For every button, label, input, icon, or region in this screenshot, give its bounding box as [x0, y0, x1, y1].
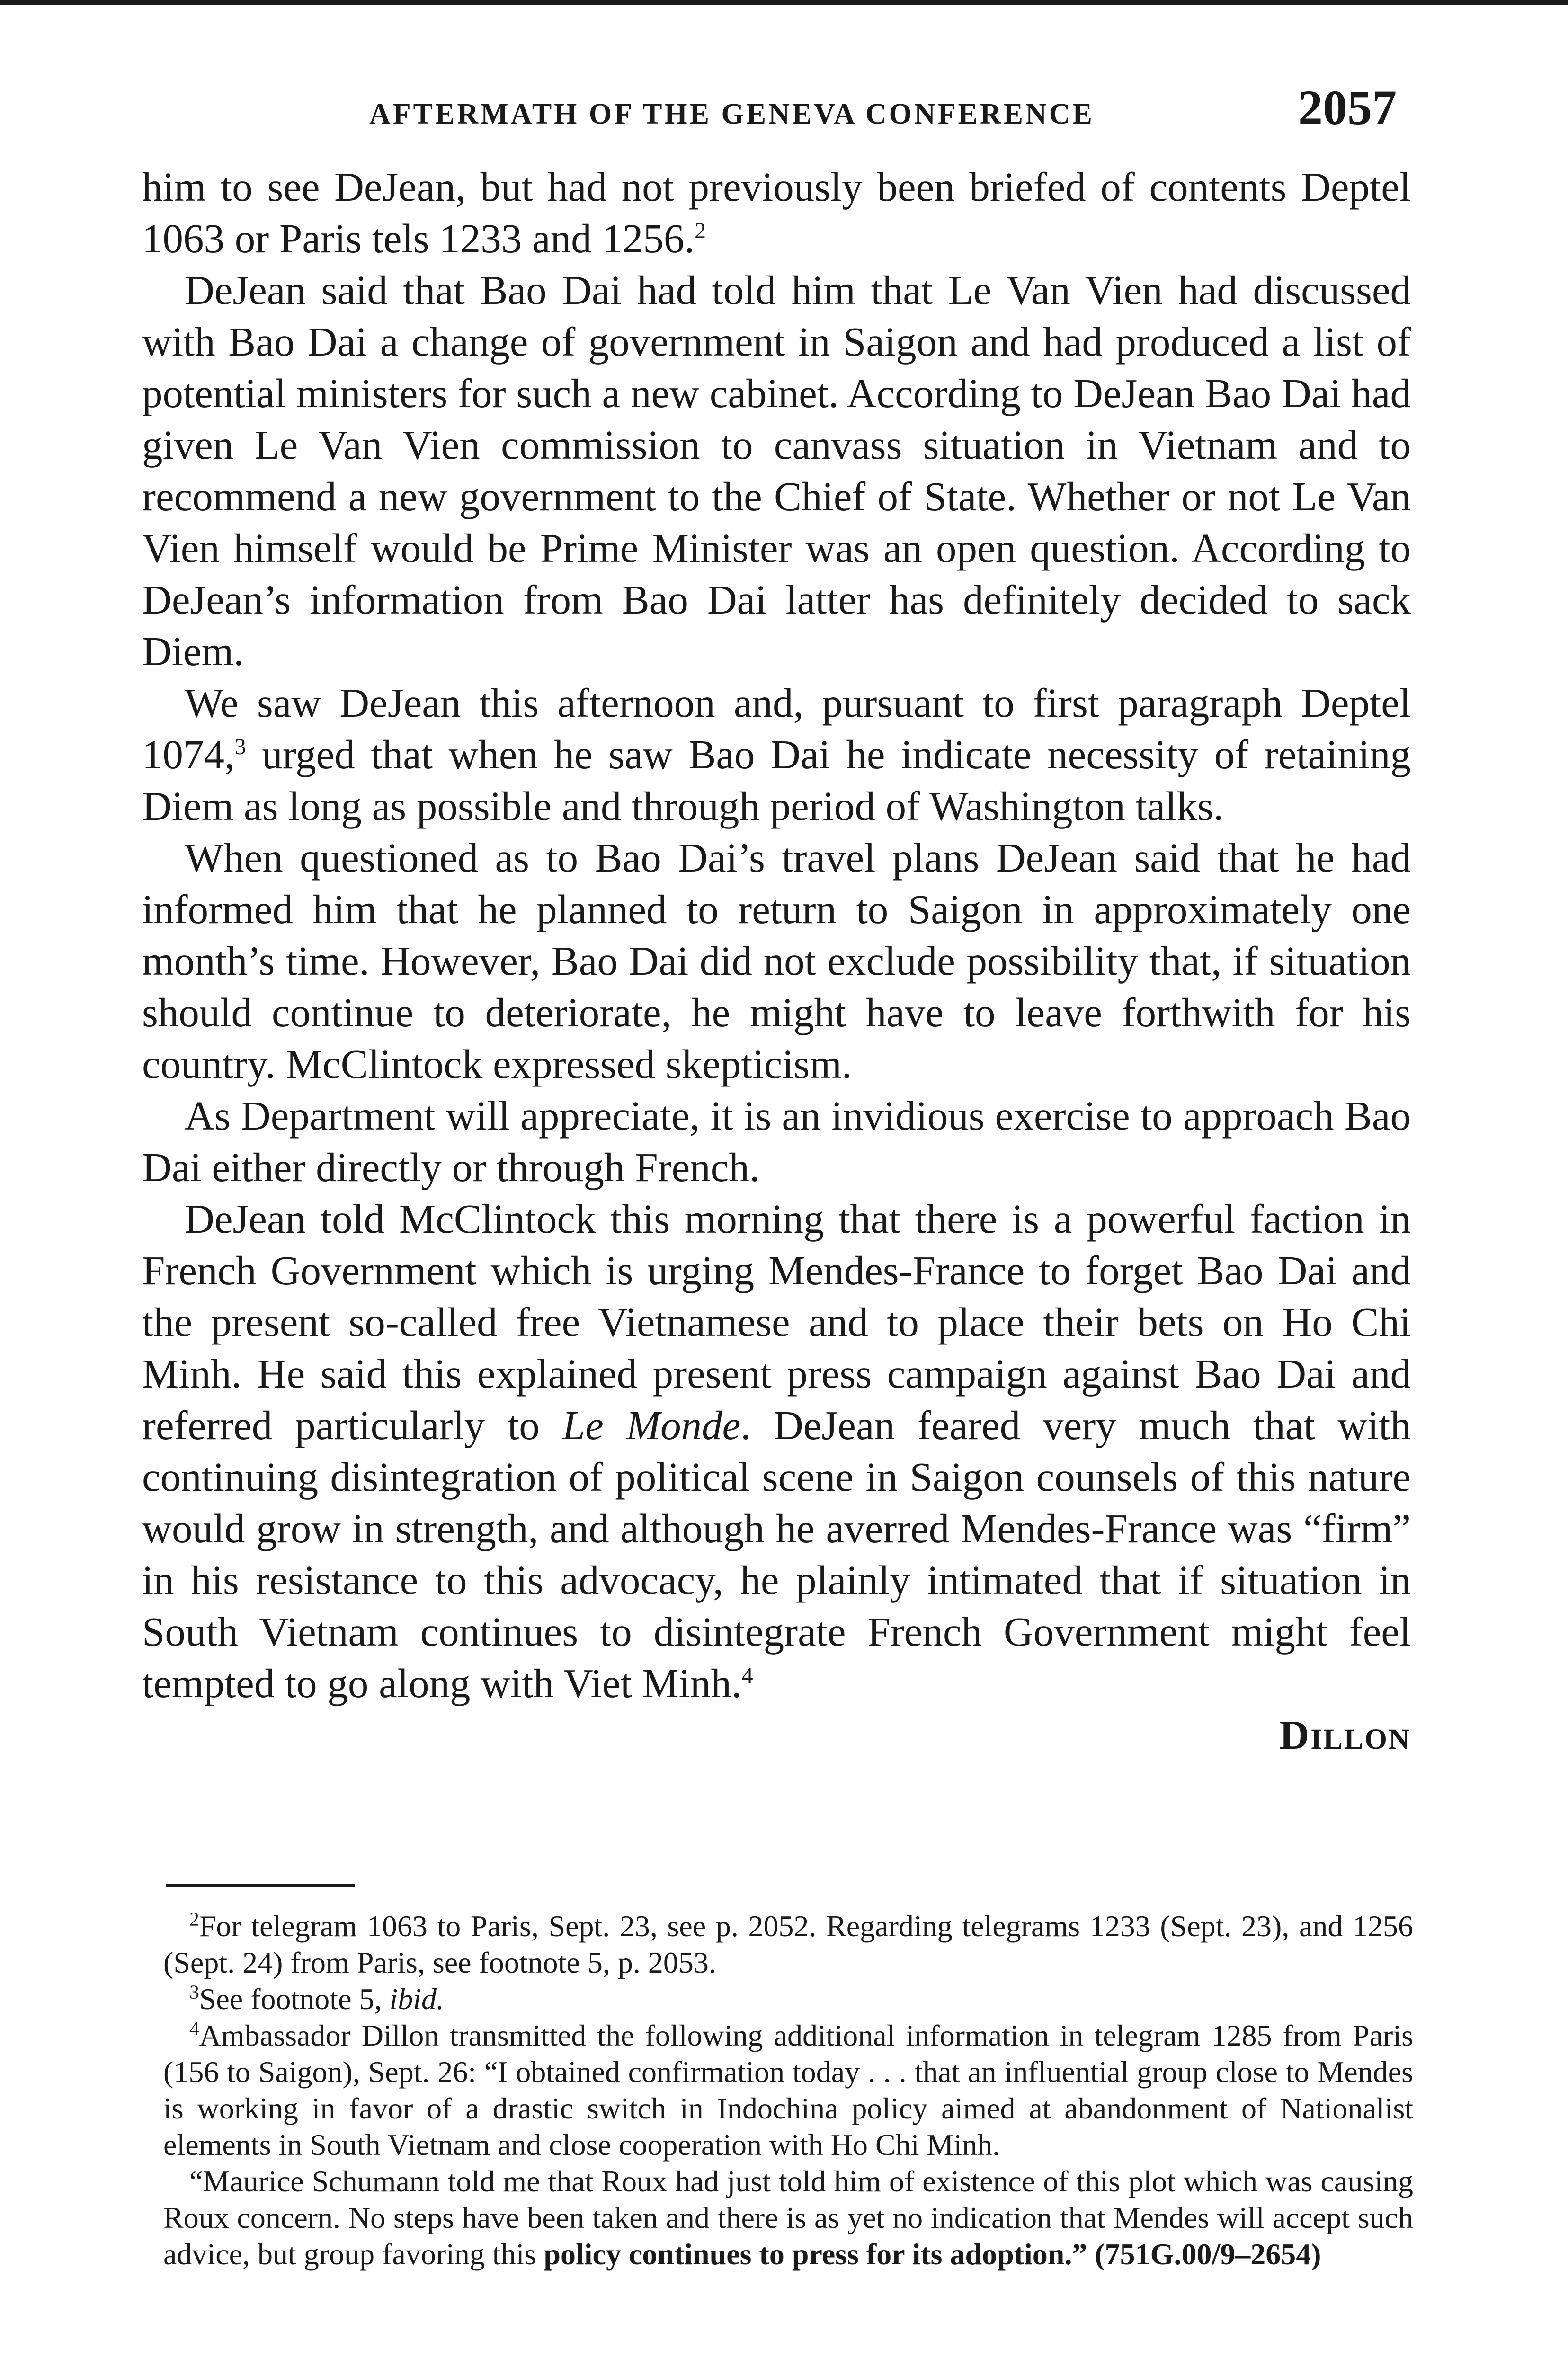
paragraph-4-text: When questioned as to Bao Dai’s travel plans DeJean said that he had informed him that he planned to return to Saigon in approximately one month’s time. However, Bao Dai did not exclude possibility that, if situation should continue to deteriorate, he might have to leave forthwith for his country. McClintock expressed skepticism.	[142, 835, 1411, 1087]
footnote-3-text: See footnote 5,	[199, 1982, 390, 2016]
footnote-4-cont-text: “Maurice Schumann told me that Roux had just told him of existence of this plot which was causing Roux concern. No steps have been taken and there is as yet no indication that Mendes will accept such advice, but group favoring this	[163, 2164, 1413, 2271]
footnote-2	[163, 1908, 1413, 1981]
paragraph-3-text-a: We saw DeJean this afternoon and, pursuant to first paragraph Deptel 1074,	[142, 680, 1411, 777]
paragraph-6-text-b: . DeJean feared very much that with continuing disintegration of political scene in Saigon counsels of this nature would grow in strength, and although he averred Mendes-France was “firm” in his resistance to this advocacy, he plainly intimated that if situation in South Vietnam continues to disintegrate French Government might feel tempted to go along with Viet Minh.	[142, 1402, 1411, 1706]
running-head: AFTERMATH OF THE GENEVA CONFERENCE	[369, 98, 1095, 130]
paragraph-1	[142, 161, 1411, 264]
footnotes-section	[163, 1908, 1413, 2272]
paragraph-3	[142, 677, 1411, 832]
footnote-4-cont-bold: policy continues to press for its adoption.”	[543, 2237, 1087, 2271]
footnote-divider	[166, 1884, 355, 1887]
newspaper-title: Le Monde	[562, 1402, 741, 1448]
page-header	[369, 80, 1397, 135]
footnote-4-continued	[163, 2163, 1413, 2272]
footnote-ref-3: 3	[234, 734, 246, 759]
paragraph-6	[142, 1193, 1411, 1709]
paragraph-1-text: him to see DeJean, but had not previously been briefed of contents Deptel 1063 or Paris tels 1233 and 1256.	[142, 164, 1411, 261]
paragraph-5-text: As Department will appreciate, it is an invidious exercise to approach Bao Dai either directly or through French.	[142, 1093, 1411, 1190]
signature: Dillon	[1279, 1712, 1411, 1758]
footnote-3	[163, 1981, 1413, 2017]
footnote-ref-4: 4	[741, 1663, 753, 1688]
footnote-ref-2: 2	[695, 218, 706, 243]
footnote-3-ibid: ibid.	[389, 1982, 445, 2016]
footnote-4	[163, 2017, 1413, 2163]
main-body-text	[142, 161, 1411, 1761]
footnote-4-text: Ambassador Dillon transmitted the following additional information in telegram 1285 from Paris (156 to Saigon), Sept. 26: “I obtained confirmation today . . . that an influential group close to Mendes is working in favor of a drastic switch in Indochina policy aimed at abandonment of Nationalist elements in South Vietnam and close cooperation with Ho Chi Minh.	[163, 2019, 1413, 2162]
top-border-rule	[0, 0, 1568, 5]
footnote-2-text: For telegram 1063 to Paris, Sept. 23, see p. 2052. Regarding telegrams 1233 (Sept. 23), and 1256 (Sept. 24) from Paris, see footnote 5, p. 2053.	[163, 1909, 1413, 1979]
footnote-2-mark: 2	[189, 1908, 199, 1930]
paragraph-3-text-b: urged that when he saw Bao Dai he indicate necessity of retaining Diem as long as possible and through period of Washington talks.	[142, 731, 1411, 829]
footnote-3-mark: 3	[189, 1981, 199, 2003]
paragraph-6-text-a: DeJean told McClintock this morning that there is a powerful faction in French Government which is urging Mendes-France to forget Bao Dai and the present so-called free Vietnamese and to place their bets on Ho Chi Minh. He said this explained present press campaign against Bao Dai and referred particularly to	[142, 1196, 1411, 1448]
paragraph-2	[142, 264, 1411, 677]
paragraph-5	[142, 1090, 1411, 1193]
paragraph-2-text: DeJean said that Bao Dai had told him that Le Van Vien had discussed with Bao Dai a change of government in Saigon and had produced a list of potential ministers for such a new cabinet. According to DeJean Bao Dai had given Le Van Vien commission to canvass situation in Vietnam and to recommend a new government to the Chief of State. Whether or not Le Van Vien himself would be Prime Minister was an open question. According to DeJean’s information from Bao Dai latter has definitely decided to sack Diem.	[142, 267, 1411, 674]
footnote-4-file-ref: (751G.00/9–2654)	[1087, 2237, 1321, 2271]
footnote-4-mark: 4	[189, 2017, 199, 2039]
page-number: 2057	[1298, 80, 1397, 135]
paragraph-4	[142, 832, 1411, 1090]
